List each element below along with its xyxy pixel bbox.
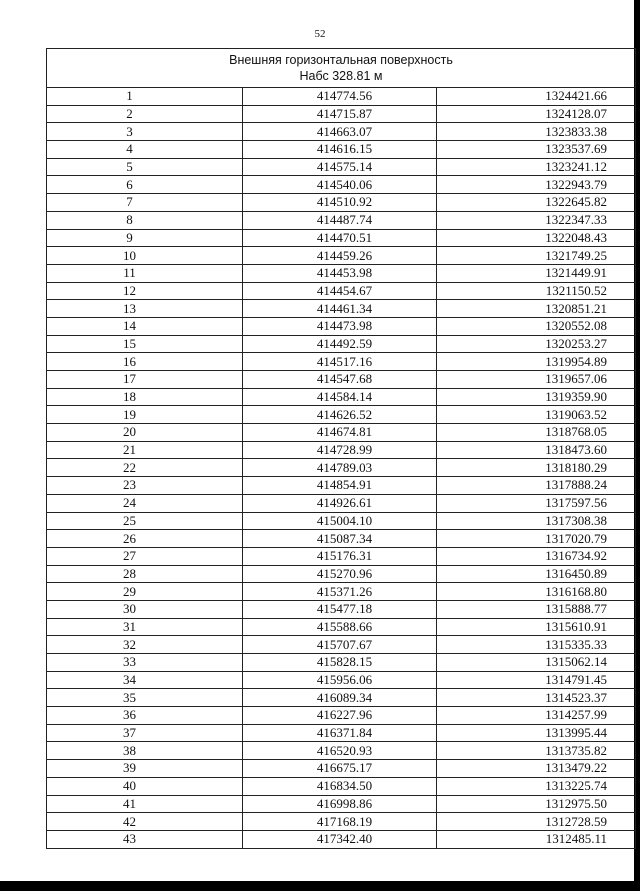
scan-border-bottom	[0, 881, 640, 891]
table-row	[47, 229, 636, 247]
x-coordinate-cell: 414715.87	[243, 105, 437, 123]
x-coordinate-cell: 417168.19	[243, 813, 437, 831]
table-row	[47, 441, 636, 459]
point-number-cell: 9	[47, 229, 243, 247]
x-coordinate-cell: 414789.03	[243, 459, 437, 477]
y-coordinate-cell: 1316734.92	[437, 547, 636, 565]
x-coordinate-cell: 414473.98	[243, 317, 437, 335]
point-number-cell: 14	[47, 317, 243, 335]
point-number-cell: 41	[47, 795, 243, 813]
point-number-cell: 8	[47, 211, 243, 229]
table-row	[47, 388, 636, 406]
point-number-cell: 16	[47, 353, 243, 371]
point-number-cell: 27	[47, 547, 243, 565]
table-row	[47, 707, 636, 725]
point-number-cell: 24	[47, 494, 243, 512]
y-coordinate-cell: 1313225.74	[437, 777, 636, 795]
x-coordinate-cell: 416371.84	[243, 724, 437, 742]
y-coordinate-cell: 1316168.80	[437, 583, 636, 601]
x-coordinate-cell: 414492.59	[243, 335, 437, 353]
x-coordinate-cell: 414487.74	[243, 211, 437, 229]
x-coordinate-cell: 416834.50	[243, 777, 437, 795]
y-coordinate-cell: 1323537.69	[437, 141, 636, 159]
x-coordinate-cell: 415004.10	[243, 512, 437, 530]
x-coordinate-cell: 414926.61	[243, 494, 437, 512]
x-coordinate-cell: 414584.14	[243, 388, 437, 406]
table-row	[47, 123, 636, 141]
point-number-cell: 19	[47, 406, 243, 424]
x-coordinate-cell: 414626.52	[243, 406, 437, 424]
point-number-cell: 31	[47, 618, 243, 636]
table-row	[47, 176, 636, 194]
x-coordinate-cell: 415087.34	[243, 530, 437, 548]
y-coordinate-cell: 1317020.79	[437, 530, 636, 548]
table-title-line2: Набс 328.81 м	[299, 69, 383, 83]
x-coordinate-cell: 414575.14	[243, 158, 437, 176]
point-number-cell: 22	[47, 459, 243, 477]
table-row	[47, 742, 636, 760]
table-row	[47, 141, 636, 159]
point-number-cell: 42	[47, 813, 243, 831]
point-number-cell: 29	[47, 583, 243, 601]
point-number-cell: 38	[47, 742, 243, 760]
x-coordinate-cell: 417342.40	[243, 830, 437, 848]
point-number-cell: 15	[47, 335, 243, 353]
x-coordinate-cell: 414454.67	[243, 282, 437, 300]
table-row	[47, 654, 636, 672]
table-row	[47, 300, 636, 318]
x-coordinate-cell: 414540.06	[243, 176, 437, 194]
point-number-cell: 39	[47, 760, 243, 778]
page-number: 52	[314, 28, 326, 40]
x-coordinate-cell: 415270.96	[243, 565, 437, 583]
table-body	[47, 88, 636, 849]
y-coordinate-cell: 1321749.25	[437, 247, 636, 265]
x-coordinate-cell: 414547.68	[243, 371, 437, 389]
y-coordinate-cell: 1317888.24	[437, 477, 636, 495]
point-number-cell: 23	[47, 477, 243, 495]
y-coordinate-cell: 1324421.66	[437, 88, 636, 106]
table-title-line1: Внешняя горизонтальная поверхность	[229, 53, 453, 67]
point-number-cell: 36	[47, 707, 243, 725]
x-coordinate-cell: 416520.93	[243, 742, 437, 760]
y-coordinate-cell: 1319359.90	[437, 388, 636, 406]
table-row	[47, 583, 636, 601]
y-coordinate-cell: 1320253.27	[437, 335, 636, 353]
table-row	[47, 353, 636, 371]
y-coordinate-cell: 1313479.22	[437, 760, 636, 778]
table-row	[47, 530, 636, 548]
y-coordinate-cell: 1315062.14	[437, 654, 636, 672]
y-coordinate-cell: 1324128.07	[437, 105, 636, 123]
y-coordinate-cell: 1321449.91	[437, 264, 636, 282]
point-number-cell: 20	[47, 424, 243, 442]
x-coordinate-cell: 414453.98	[243, 264, 437, 282]
y-coordinate-cell: 1312975.50	[437, 795, 636, 813]
point-number-cell: 32	[47, 636, 243, 654]
x-coordinate-cell: 414674.81	[243, 424, 437, 442]
table-row	[47, 105, 636, 123]
y-coordinate-cell: 1318180.29	[437, 459, 636, 477]
point-number-cell: 17	[47, 371, 243, 389]
x-coordinate-cell: 415477.18	[243, 600, 437, 618]
table-row	[47, 424, 636, 442]
table-row	[47, 494, 636, 512]
table-row	[47, 512, 636, 530]
y-coordinate-cell: 1323833.38	[437, 123, 636, 141]
point-number-cell: 25	[47, 512, 243, 530]
y-coordinate-cell: 1318473.60	[437, 441, 636, 459]
table-row	[47, 317, 636, 335]
y-coordinate-cell: 1312728.59	[437, 813, 636, 831]
table-row	[47, 689, 636, 707]
x-coordinate-cell: 416675.17	[243, 760, 437, 778]
point-number-cell: 6	[47, 176, 243, 194]
x-coordinate-cell: 414774.56	[243, 88, 437, 106]
x-coordinate-cell: 414510.92	[243, 194, 437, 212]
table-title	[47, 49, 636, 88]
y-coordinate-cell: 1319657.06	[437, 371, 636, 389]
x-coordinate-cell: 414517.16	[243, 353, 437, 371]
x-coordinate-cell: 416998.86	[243, 795, 437, 813]
y-coordinate-cell: 1321150.52	[437, 282, 636, 300]
point-number-cell: 3	[47, 123, 243, 141]
point-number-cell: 33	[47, 654, 243, 672]
coordinates-table	[46, 48, 636, 849]
y-coordinate-cell: 1322943.79	[437, 176, 636, 194]
table-row	[47, 477, 636, 495]
table-row	[47, 671, 636, 689]
point-number-cell: 4	[47, 141, 243, 159]
table-row	[47, 813, 636, 831]
table-row	[47, 264, 636, 282]
point-number-cell: 1	[47, 88, 243, 106]
x-coordinate-cell: 416089.34	[243, 689, 437, 707]
x-coordinate-cell: 414854.91	[243, 477, 437, 495]
point-number-cell: 40	[47, 777, 243, 795]
y-coordinate-cell: 1322645.82	[437, 194, 636, 212]
y-coordinate-cell: 1322347.33	[437, 211, 636, 229]
x-coordinate-cell: 415371.26	[243, 583, 437, 601]
x-coordinate-cell: 414663.07	[243, 123, 437, 141]
table-row	[47, 247, 636, 265]
x-coordinate-cell: 416227.96	[243, 707, 437, 725]
x-coordinate-cell: 414616.15	[243, 141, 437, 159]
y-coordinate-cell: 1315610.91	[437, 618, 636, 636]
table-row	[47, 636, 636, 654]
point-number-cell: 21	[47, 441, 243, 459]
table-row	[47, 211, 636, 229]
point-number-cell: 12	[47, 282, 243, 300]
table-row	[47, 760, 636, 778]
table-row	[47, 335, 636, 353]
table-row	[47, 830, 636, 848]
y-coordinate-cell: 1320851.21	[437, 300, 636, 318]
point-number-cell: 5	[47, 158, 243, 176]
y-coordinate-cell: 1316450.89	[437, 565, 636, 583]
point-number-cell: 30	[47, 600, 243, 618]
y-coordinate-cell: 1318768.05	[437, 424, 636, 442]
table-row	[47, 547, 636, 565]
y-coordinate-cell: 1314257.99	[437, 707, 636, 725]
y-coordinate-cell: 1315335.33	[437, 636, 636, 654]
y-coordinate-cell: 1323241.12	[437, 158, 636, 176]
point-number-cell: 2	[47, 105, 243, 123]
y-coordinate-cell: 1314523.37	[437, 689, 636, 707]
point-number-cell: 13	[47, 300, 243, 318]
x-coordinate-cell: 415588.66	[243, 618, 437, 636]
point-number-cell: 10	[47, 247, 243, 265]
y-coordinate-cell: 1315888.77	[437, 600, 636, 618]
x-coordinate-cell: 414461.34	[243, 300, 437, 318]
y-coordinate-cell: 1314791.45	[437, 671, 636, 689]
x-coordinate-cell: 415707.67	[243, 636, 437, 654]
x-coordinate-cell: 414728.99	[243, 441, 437, 459]
point-number-cell: 28	[47, 565, 243, 583]
point-number-cell: 37	[47, 724, 243, 742]
y-coordinate-cell: 1313995.44	[437, 724, 636, 742]
table-row	[47, 795, 636, 813]
table-row	[47, 618, 636, 636]
y-coordinate-cell: 1317597.56	[437, 494, 636, 512]
table-row	[47, 777, 636, 795]
table-row	[47, 371, 636, 389]
point-number-cell: 43	[47, 830, 243, 848]
coordinates-table-container	[46, 48, 635, 849]
table-row	[47, 158, 636, 176]
point-number-cell: 35	[47, 689, 243, 707]
y-coordinate-cell: 1317308.38	[437, 512, 636, 530]
table-row	[47, 600, 636, 618]
table-row	[47, 459, 636, 477]
table-header-row	[47, 49, 636, 88]
table-row	[47, 724, 636, 742]
x-coordinate-cell: 414470.51	[243, 229, 437, 247]
x-coordinate-cell: 415828.15	[243, 654, 437, 672]
x-coordinate-cell: 414459.26	[243, 247, 437, 265]
y-coordinate-cell: 1313735.82	[437, 742, 636, 760]
x-coordinate-cell: 415956.06	[243, 671, 437, 689]
x-coordinate-cell: 415176.31	[243, 547, 437, 565]
y-coordinate-cell: 1322048.43	[437, 229, 636, 247]
y-coordinate-cell: 1319063.52	[437, 406, 636, 424]
y-coordinate-cell: 1319954.89	[437, 353, 636, 371]
point-number-cell: 26	[47, 530, 243, 548]
table-row	[47, 565, 636, 583]
point-number-cell: 34	[47, 671, 243, 689]
y-coordinate-cell: 1312485.11	[437, 830, 636, 848]
point-number-cell: 18	[47, 388, 243, 406]
point-number-cell: 7	[47, 194, 243, 212]
table-row	[47, 88, 636, 106]
table-row	[47, 282, 636, 300]
table-row	[47, 194, 636, 212]
y-coordinate-cell: 1320552.08	[437, 317, 636, 335]
table-row	[47, 406, 636, 424]
point-number-cell: 11	[47, 264, 243, 282]
